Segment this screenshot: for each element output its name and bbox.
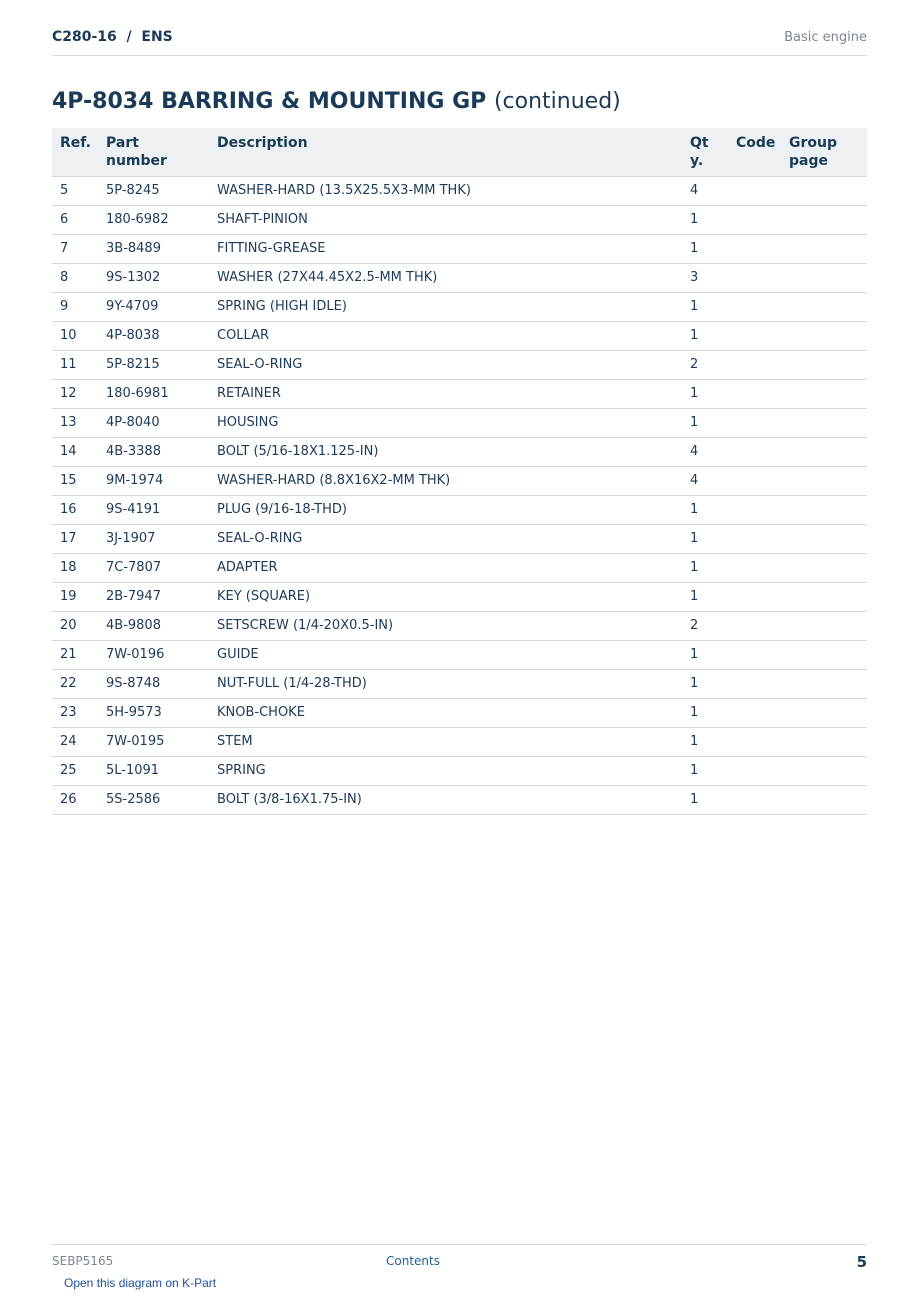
ref-cell: 15: [52, 467, 98, 496]
table-row: [52, 264, 867, 293]
part-number-cell: 7W-0196: [98, 641, 209, 670]
table-row: [52, 728, 867, 757]
ref-cell: 8: [52, 264, 98, 293]
contents-link[interactable]: Contents: [386, 1254, 440, 1268]
column-header-description: Description: [209, 128, 682, 177]
code-cell: [728, 293, 781, 322]
ref-cell: 16: [52, 496, 98, 525]
table-row: [52, 235, 867, 264]
description-cell: SEAL-O-RING: [209, 525, 682, 554]
column-header-part-number: Part number: [98, 128, 209, 177]
code-cell: [728, 322, 781, 351]
code-cell: [728, 235, 781, 264]
part-number-cell: 9S-8748: [98, 670, 209, 699]
ref-cell: 26: [52, 786, 98, 815]
description-cell: WASHER (27X44.45X2.5-MM THK): [209, 264, 682, 293]
qty-cell: 1: [682, 235, 728, 264]
ref-cell: 22: [52, 670, 98, 699]
qty-cell: 1: [682, 206, 728, 235]
ref-cell: 7: [52, 235, 98, 264]
part-number-cell: 7C-7807: [98, 554, 209, 583]
description-cell: GUIDE: [209, 641, 682, 670]
group-page-cell: [781, 322, 867, 351]
qty-cell: 1: [682, 757, 728, 786]
ref-cell: 11: [52, 351, 98, 380]
description-cell: SPRING (HIGH IDLE): [209, 293, 682, 322]
document-code: C280-16 / ENS: [52, 29, 173, 45]
page-title: [52, 89, 621, 114]
table-row: [52, 206, 867, 235]
ref-cell: 13: [52, 409, 98, 438]
code-cell: [728, 757, 781, 786]
code-cell: [728, 583, 781, 612]
code-cell: [728, 409, 781, 438]
ref-cell: 5: [52, 177, 98, 206]
part-number-cell: 4B-3388: [98, 438, 209, 467]
qty-cell: 1: [682, 525, 728, 554]
table-row: [52, 786, 867, 815]
code-cell: [728, 264, 781, 293]
part-number-cell: 5P-8215: [98, 351, 209, 380]
group-page-cell: [781, 641, 867, 670]
part-number-cell: 180-6981: [98, 380, 209, 409]
column-header-group-page: Group page: [781, 128, 867, 177]
ref-cell: 25: [52, 757, 98, 786]
table-row: [52, 177, 867, 206]
qty-cell: 1: [682, 786, 728, 815]
description-cell: COLLAR: [209, 322, 682, 351]
section-name: Basic engine: [784, 30, 867, 45]
group-title: 4P-8034 BARRING & MOUNTING GP: [52, 89, 487, 114]
description-cell: BOLT (5/16-18X1.125-IN): [209, 438, 682, 467]
group-page-cell: [781, 206, 867, 235]
group-page-cell: [781, 554, 867, 583]
code-cell: [728, 525, 781, 554]
ref-cell: 21: [52, 641, 98, 670]
table-row: [52, 322, 867, 351]
group-page-cell: [781, 177, 867, 206]
code-cell: [728, 496, 781, 525]
description-cell: SHAFT-PINION: [209, 206, 682, 235]
group-page-cell: [781, 525, 867, 554]
qty-cell: 1: [682, 554, 728, 583]
part-number-cell: 9M-1974: [98, 467, 209, 496]
qty-cell: 1: [682, 322, 728, 351]
part-number-cell: 9S-1302: [98, 264, 209, 293]
ref-cell: 24: [52, 728, 98, 757]
group-page-cell: [781, 583, 867, 612]
description-cell: WASHER-HARD (13.5X25.5X3-MM THK): [209, 177, 682, 206]
qty-cell: 2: [682, 612, 728, 641]
table-row: [52, 496, 867, 525]
group-page-cell: [781, 235, 867, 264]
qty-cell: 4: [682, 438, 728, 467]
column-header-code: Code: [728, 128, 781, 177]
table-row: [52, 583, 867, 612]
part-number-cell: 9Y-4709: [98, 293, 209, 322]
part-number-cell: 5S-2586: [98, 786, 209, 815]
qty-cell: 2: [682, 351, 728, 380]
table-row: [52, 699, 867, 728]
code-cell: [728, 554, 781, 583]
code-cell: [728, 612, 781, 641]
ref-cell: 23: [52, 699, 98, 728]
description-cell: FITTING-GREASE: [209, 235, 682, 264]
part-number-cell: 2B-7947: [98, 583, 209, 612]
parts-table: [52, 128, 867, 815]
table-row: [52, 612, 867, 641]
part-number-cell: 3J-1907: [98, 525, 209, 554]
group-page-cell: [781, 757, 867, 786]
page-number: 5: [856, 1253, 867, 1271]
table-row: [52, 670, 867, 699]
group-page-cell: [781, 351, 867, 380]
code-cell: [728, 699, 781, 728]
table-row: [52, 380, 867, 409]
group-page-cell: [781, 293, 867, 322]
part-number-cell: 4P-8038: [98, 322, 209, 351]
qty-cell: 4: [682, 177, 728, 206]
part-number-cell: 4B-9808: [98, 612, 209, 641]
table-row: [52, 351, 867, 380]
description-cell: ADAPTER: [209, 554, 682, 583]
code-cell: [728, 786, 781, 815]
column-header-ref: Ref.: [52, 128, 98, 177]
part-number-cell: 5H-9573: [98, 699, 209, 728]
qty-cell: 1: [682, 699, 728, 728]
description-cell: RETAINER: [209, 380, 682, 409]
description-cell: PLUG (9/16-18-THD): [209, 496, 682, 525]
description-cell: NUT-FULL (1/4-28-THD): [209, 670, 682, 699]
table-row: [52, 409, 867, 438]
code-cell: [728, 438, 781, 467]
qty-cell: 1: [682, 583, 728, 612]
qty-cell: 3: [682, 264, 728, 293]
group-page-cell: [781, 409, 867, 438]
column-header-qty: Qty.: [682, 128, 728, 177]
group-page-cell: [781, 264, 867, 293]
kpart-diagram-link[interactable]: Open this diagram on K-Part: [64, 1276, 217, 1290]
group-page-cell: [781, 670, 867, 699]
group-page-cell: [781, 438, 867, 467]
ref-cell: 17: [52, 525, 98, 554]
part-number-cell: 7W-0195: [98, 728, 209, 757]
qty-cell: 1: [682, 496, 728, 525]
group-page-cell: [781, 612, 867, 641]
ref-cell: 20: [52, 612, 98, 641]
group-page-cell: [781, 380, 867, 409]
description-cell: STEM: [209, 728, 682, 757]
qty-cell: 1: [682, 293, 728, 322]
qty-cell: 1: [682, 380, 728, 409]
ref-cell: 18: [52, 554, 98, 583]
description-cell: SETSCREW (1/4-20X0.5-IN): [209, 612, 682, 641]
description-cell: HOUSING: [209, 409, 682, 438]
qty-cell: 1: [682, 409, 728, 438]
code-cell: [728, 641, 781, 670]
part-number-cell: 180-6982: [98, 206, 209, 235]
group-page-cell: [781, 467, 867, 496]
code-cell: [728, 467, 781, 496]
code-cell: [728, 206, 781, 235]
description-cell: KNOB-CHOKE: [209, 699, 682, 728]
part-number-cell: 4P-8040: [98, 409, 209, 438]
table-row: [52, 641, 867, 670]
group-page-cell: [781, 786, 867, 815]
qty-cell: 1: [682, 728, 728, 757]
page-header: [52, 26, 867, 56]
qty-cell: 1: [682, 641, 728, 670]
table-row: [52, 757, 867, 786]
ref-cell: 19: [52, 583, 98, 612]
description-cell: KEY (SQUARE): [209, 583, 682, 612]
code-cell: [728, 728, 781, 757]
qty-cell: 4: [682, 467, 728, 496]
table-row: [52, 467, 867, 496]
qty-cell: 1: [682, 670, 728, 699]
ref-cell: 9: [52, 293, 98, 322]
part-number-cell: 9S-4191: [98, 496, 209, 525]
part-number-cell: 3B-8489: [98, 235, 209, 264]
group-page-cell: [781, 728, 867, 757]
description-cell: WASHER-HARD (8.8X16X2-MM THK): [209, 467, 682, 496]
part-number-cell: 5P-8245: [98, 177, 209, 206]
ref-cell: 6: [52, 206, 98, 235]
description-cell: SEAL-O-RING: [209, 351, 682, 380]
table-header-row: [52, 128, 867, 177]
ref-cell: 12: [52, 380, 98, 409]
description-cell: SPRING: [209, 757, 682, 786]
code-cell: [728, 351, 781, 380]
ref-cell: 14: [52, 438, 98, 467]
table-row: [52, 293, 867, 322]
code-cell: [728, 177, 781, 206]
description-cell: BOLT (3/8-16X1.75-IN): [209, 786, 682, 815]
table-row: [52, 525, 867, 554]
group-page-cell: [781, 699, 867, 728]
ref-cell: 10: [52, 322, 98, 351]
code-cell: [728, 670, 781, 699]
title-continued: (continued): [493, 89, 621, 114]
table-row: [52, 554, 867, 583]
document-number: SEBP5165: [52, 1254, 114, 1268]
group-page-cell: [781, 496, 867, 525]
part-number-cell: 5L-1091: [98, 757, 209, 786]
table-row: [52, 438, 867, 467]
code-cell: [728, 380, 781, 409]
